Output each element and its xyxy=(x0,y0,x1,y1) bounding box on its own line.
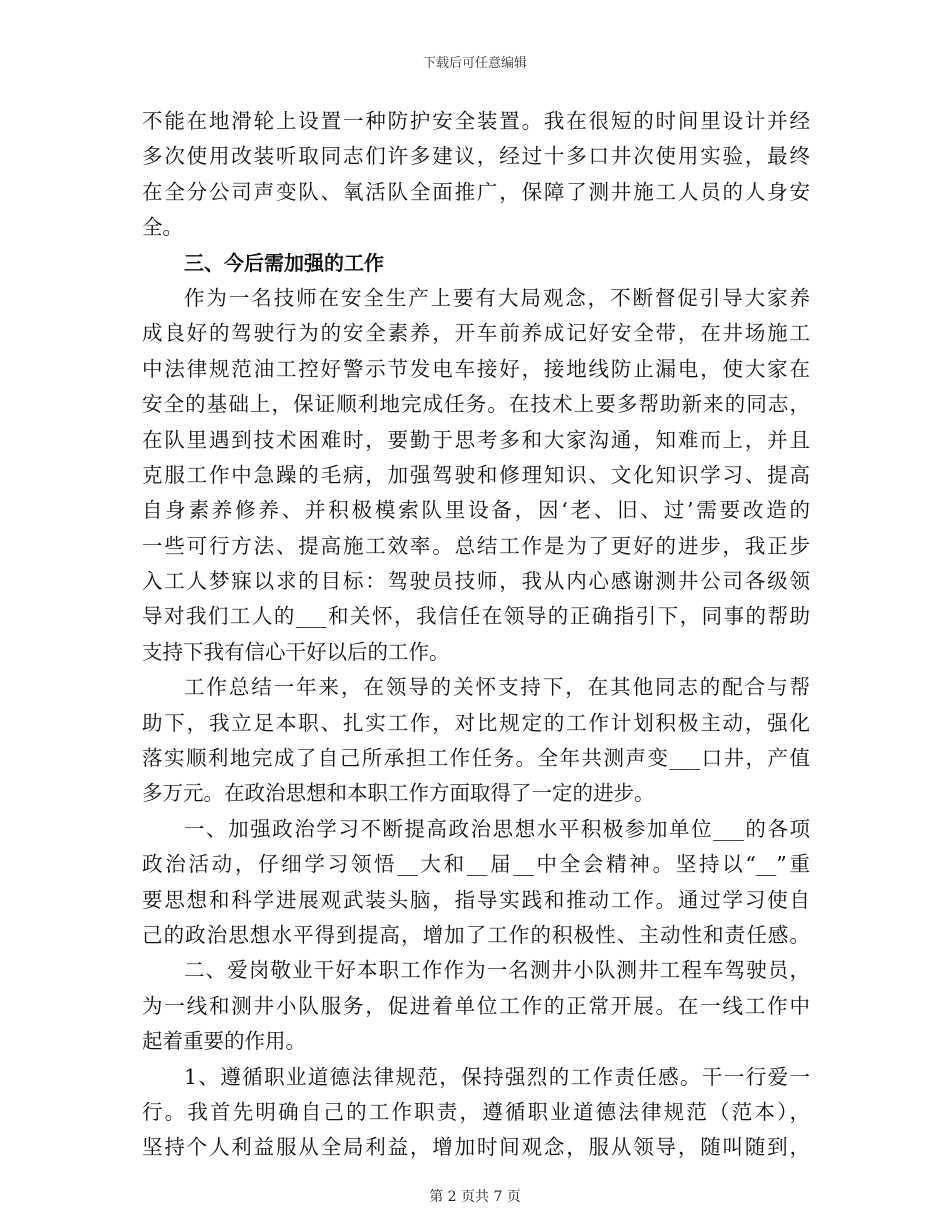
text-line: 二、爱岗敬业干好本职工作作为一名测井小队测井工程车驾驶员， xyxy=(184,958,810,983)
text-line: 在全分公司声变队、氧活队全面推广，保障了测井施工人员的人身安 xyxy=(142,179,810,204)
page-header: 下载后可任意编辑 xyxy=(422,56,527,71)
text-line: 入工人梦寐以求的目标：驾驶员技师，我从内心感谢测井公司各级领 xyxy=(142,569,810,594)
text-line: 己的政治思想水平得到提高，增加了工作的积极性、主动性和责任感。 xyxy=(142,922,810,947)
text-line: 中法律规范油工控好警示节发电车接好，接地线防止漏电，使大家在 xyxy=(142,356,810,381)
text-line: 自身素养修养、并积极模索队里设备，因‘老、旧、过’需要改造的 xyxy=(142,498,810,523)
text-line: 多万元。在政治思想和本职工作方面取得了一定的进步。 xyxy=(142,781,655,806)
text-line: 支持下我有信心干好以后的工作。 xyxy=(142,639,450,664)
text-line: 多次使用改装听取同志们许多建议，经过十多口井次使用实验，最终 xyxy=(142,144,810,169)
text-line: 政治活动，仔细学习领悟__大和__届__中全会精神。坚持以“__”重 xyxy=(142,852,810,877)
text-line: 1、遵循职业道德法律规范，保持强烈的工作责任感。干一行爱一 xyxy=(184,1064,810,1089)
document-body xyxy=(142,104,810,1166)
text-line: 成良好的驾驶行为的安全素养，开车前养成记好安全带，在井场施工 xyxy=(142,321,810,346)
text-line: 安全的基础上，保证顺利地完成任务。在技术上要多帮助新来的同志， xyxy=(142,392,810,417)
text-line: 作为一名技师在安全生产上要有大局观念，不断督促引导大家养 xyxy=(184,285,810,310)
text-line: 克服工作中急躁的毛病，加强驾驶和修理知识、文化知识学习、提高 xyxy=(142,462,810,487)
text-line: 导对我们工人的___和关怀，我信任在领导的正确指引下，同事的帮助 xyxy=(142,604,810,629)
text-line: 工作总结一年来，在领导的关怀支持下，在其他同志的配合与帮 xyxy=(184,675,810,700)
text-line: 起着重要的作用。 xyxy=(142,1029,306,1054)
text-line: 一些可行方法、提高施工效率。总结工作是为了更好的进步，我正步 xyxy=(142,533,810,558)
text-line: 落实顺利地完成了自己所承担工作任务。全年共测声变___口井，产值 xyxy=(142,746,810,771)
text-line: 一、加强政治学习不断提高政治思想水平积极参加单位___的各项 xyxy=(184,816,810,841)
text-line: 行。我首先明确自己的工作职责，遵循职业道德法律规范（范本）， xyxy=(142,1099,810,1124)
text-line: 坚持个人利益服从全局利益，增加时间观念，服从领导，随叫随到， xyxy=(142,1135,810,1160)
text-line: 要思想和科学进展观武装头脑，指导实践和推动工作。通过学习使自 xyxy=(142,887,810,912)
text-line: 在队里遇到技术困难时，要勤于思考多和大家沟通，知难而上，并且 xyxy=(142,427,810,452)
text-line: 助下，我立足本职、扎实工作，对比规定的工作计划积极主动，强化 xyxy=(142,710,810,735)
page-footer: 第 2 页共 7 页 xyxy=(429,1189,521,1205)
text-line: 全。 xyxy=(142,215,183,240)
text-line: 为一线和测井小队服务，促进着单位工作的正常开展。在一线工作中 xyxy=(142,993,810,1018)
section-heading: 三、今后需加强的工作 xyxy=(184,250,384,275)
text-line: 不能在地滑轮上设置一种防护安全装置。我在很短的时间里设计并经 xyxy=(142,109,810,133)
